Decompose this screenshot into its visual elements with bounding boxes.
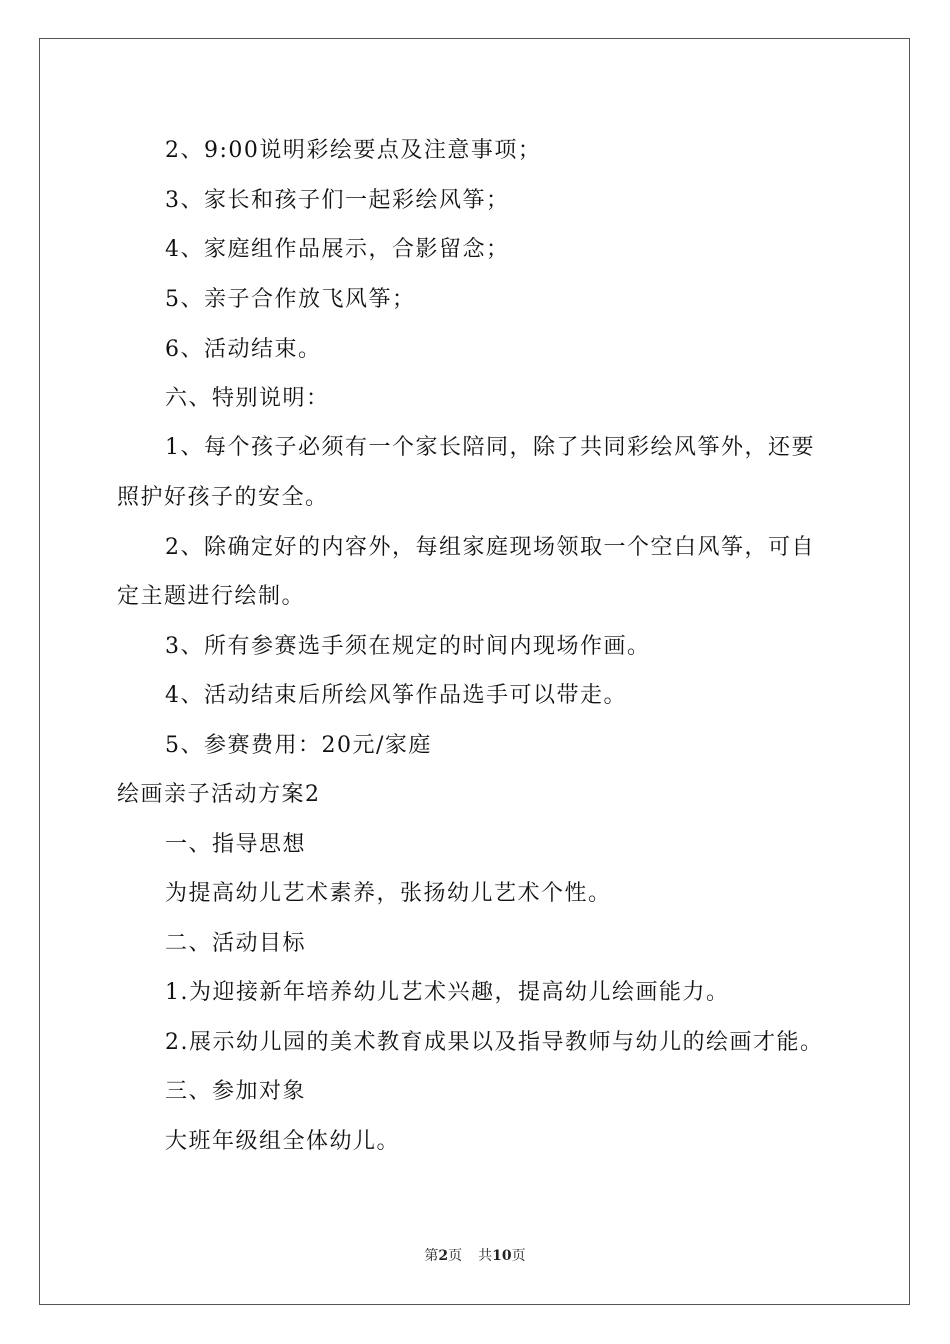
paragraph-line: 定主题进行绘制。 (117, 584, 306, 609)
footer-page-suffix: 页 (448, 1248, 463, 1264)
list-item: 3、家长和孩子们一起彩绘风筝； (165, 188, 510, 213)
section-heading: 三、参加对象 (165, 1079, 307, 1104)
section-heading: 二、活动目标 (165, 931, 307, 956)
list-item: 5、亲子合作放飞风筝； (165, 287, 416, 312)
paragraph-line: 2、除确定好的内容外，每组家庭现场领取一个空白风筝，可自 (165, 535, 815, 560)
list-item: 3、所有参赛选手须在规定的时间内现场作画。 (165, 634, 651, 659)
footer-total-number: 10 (492, 1248, 512, 1264)
document-title: 绘画亲子活动方案2 (117, 782, 321, 807)
page-footer (0, 1246, 950, 1266)
list-item: 1.为迎接新年培养幼儿艺术兴趣，提高幼儿绘画能力。 (165, 980, 730, 1005)
footer-page-number: 2 (438, 1248, 449, 1264)
footer-page-prefix: 第 (424, 1248, 439, 1264)
section-heading: 六、特别说明： (165, 386, 330, 411)
footer-total-suffix: 页 (511, 1248, 526, 1264)
paragraph-line: 为提高幼儿艺术素养，张扬幼儿艺术个性。 (165, 881, 612, 906)
list-item: 4、家庭组作品展示，合影留念； (165, 237, 510, 262)
list-item: 6、活动结束。 (165, 337, 322, 362)
list-item: 2.展示幼儿园的美术教育成果以及指导教师与幼儿的绘画才能。 (165, 1030, 824, 1055)
paragraph-line: 大班年级组全体幼儿。 (165, 1129, 401, 1154)
paragraph-line: 照护好孩子的安全。 (117, 485, 329, 510)
page-border (39, 38, 910, 1305)
section-heading: 一、指导思想 (165, 832, 307, 857)
list-item: 5、参赛费用：20元/家庭 (165, 733, 432, 758)
list-item: 2、9:00说明彩绘要点及注意事项； (165, 138, 542, 163)
footer-total-prefix: 共 (478, 1248, 493, 1264)
list-item: 4、活动结束后所绘风筝作品选手可以带走。 (165, 683, 627, 708)
paragraph-line: 1、每个孩子必须有一个家长陪同，除了共同彩绘风筝外，还要 (165, 435, 815, 460)
